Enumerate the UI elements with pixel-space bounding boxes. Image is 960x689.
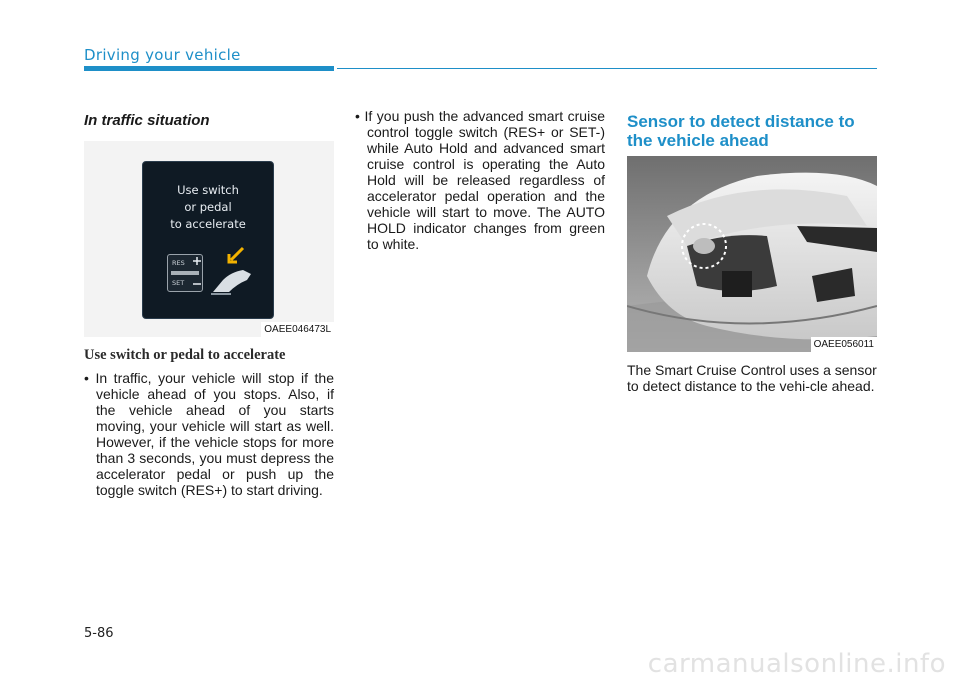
section-title: Driving your vehicle	[84, 46, 241, 64]
middle-column	[355, 108, 605, 252]
figure-caption-heading: Use switch or pedal to accelerate	[84, 347, 286, 363]
switch-bar	[171, 271, 199, 275]
plus-icon	[193, 257, 201, 265]
figure-code: OAEE056011	[811, 337, 877, 352]
bullet-text: If you push the advanced smart cruise control toggle switch (RES+ or SET-) while Auto Hold and advanced smart cruise control is operating the Auto Hold will be released regardless of accelerator pedal operation and the vehicle will start to move. The AUTO HOLD indicator changes from green to white.	[364, 108, 605, 252]
bullet-paragraph: • In traffic, your vehicle will stop if the vehicle ahead of you stops. Also, if the vehicle ahead of you starts moving, your vehicle will start as well. However, if the vehicle stops for more than 3 seconds, you must depress the accelerator pedal or push up the toggle switch (RES+) to start driving.	[84, 370, 334, 498]
minus-icon	[193, 280, 201, 288]
cluster-line-2: or pedal	[184, 200, 232, 214]
car-front-illustration	[627, 156, 877, 352]
switch-set-label: SET	[172, 279, 185, 287]
figure-code: OAEE046473L	[261, 322, 334, 337]
car-front-photo	[627, 156, 877, 352]
left-column	[84, 108, 334, 498]
cluster-line-1: Use switch	[177, 183, 239, 197]
cluster-line-3: to accelerate	[170, 217, 246, 231]
right-column	[627, 108, 877, 394]
cluster-figure	[84, 141, 334, 337]
bullet-paragraph: • If you push the advanced smart cruise control toggle switch (RES+ or SET-) while Auto Hold and advanced smart cruise control is operating the Auto Hold will be released regardless of accelerator pedal operation and the vehicle will start to move. The AUTO HOLD indicator changes from green to white.	[355, 108, 605, 252]
switch-res-label: RES	[172, 259, 185, 267]
subsection-heading: Sensor to detect distance to the vehicle ahead	[627, 112, 855, 150]
header-rule-thin	[337, 68, 877, 69]
header-rule-thick	[84, 66, 334, 71]
bullet-text: In traffic, your vehicle will stop if the vehicle ahead of you stops. Also, if the vehicle ahead of you starts moving, your vehicle will start as well. However, if the vehicle stops for more than 3 seconds, you must depress the accelerator pedal or push up the toggle switch (RES+) to start driving.	[95, 370, 334, 498]
watermark: carmanualsonline.info	[647, 649, 946, 679]
instrument-cluster-display	[142, 161, 274, 319]
page-number: 5-86	[84, 626, 114, 641]
body-paragraph: The Smart Cruise Control uses a sensor to detect distance to the vehi-cle ahead.	[627, 362, 877, 394]
subsection-heading: In traffic situation	[84, 112, 210, 129]
foot-pedal-icon	[209, 262, 255, 296]
